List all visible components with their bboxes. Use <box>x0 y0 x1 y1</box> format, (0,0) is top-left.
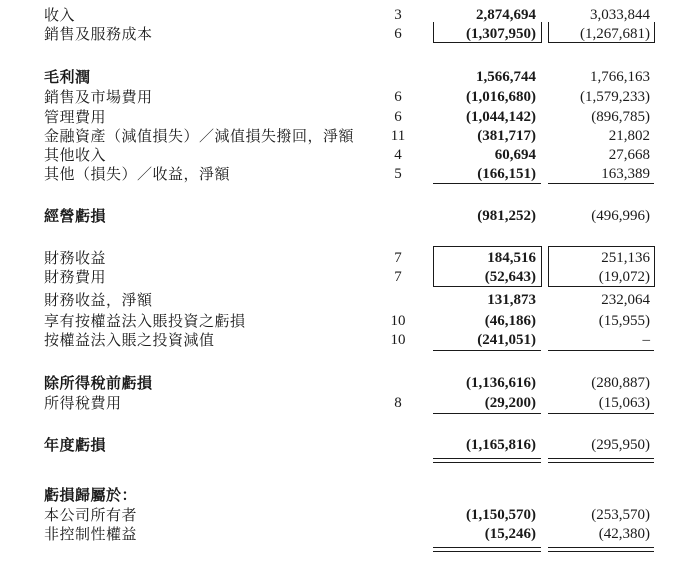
note-ref: 6 <box>394 109 402 125</box>
prior-year-value: – <box>642 332 650 348</box>
note-ref: 11 <box>390 128 406 144</box>
row-impairment-financial-assets <box>0 126 682 146</box>
row-loss-attributable-heading <box>0 485 682 505</box>
current-year-value: (381,717) <box>477 128 536 144</box>
note-ref: 6 <box>394 89 402 105</box>
prior-year-value: (280,887) <box>591 375 650 391</box>
prior-year-value: (15,955) <box>598 313 650 329</box>
underline-prior <box>548 183 654 184</box>
underline-current <box>433 413 541 414</box>
note-ref: 6 <box>394 26 402 42</box>
current-year-value: (15,246) <box>484 526 536 542</box>
double-underline-current-2 <box>433 551 541 552</box>
note-ref: 5 <box>394 166 402 182</box>
row-label: 銷售及服務成本 <box>44 25 153 43</box>
row-impairment-investments <box>0 330 682 350</box>
row-label: 毛利潤 <box>44 68 91 86</box>
current-year-value: (241,051) <box>477 332 536 348</box>
row-label: 金融資產（減值損失）／減值損失撥回，淨額 <box>44 127 355 145</box>
note-ref: 3 <box>394 7 402 23</box>
prior-year-value: 27,668 <box>608 147 650 163</box>
double-underline-prior-1 <box>548 547 654 548</box>
prior-year-value: (896,785) <box>591 109 650 125</box>
prior-year-value: 232,064 <box>601 292 650 308</box>
prior-year-value: 1,766,163 <box>590 69 650 85</box>
prior-year-value: (1,267,681) <box>580 26 650 42</box>
note-ref: 8 <box>394 395 402 411</box>
current-year-value: (1,165,816) <box>466 437 536 453</box>
prior-year-value: (295,950) <box>591 437 650 453</box>
prior-year-value: 21,802 <box>608 128 650 144</box>
underline-prior <box>548 413 654 414</box>
double-underline-current-2 <box>433 462 541 463</box>
current-year-value: 2,874,694 <box>476 7 536 23</box>
row-label: 財務收益，淨額 <box>44 291 153 309</box>
row-label: 收入 <box>44 6 76 24</box>
double-underline-current-1 <box>433 458 541 459</box>
double-underline-prior-2 <box>548 462 654 463</box>
row-share-of-losses <box>0 311 682 331</box>
row-label: 財務收益 <box>44 249 107 267</box>
current-year-value: (166,151) <box>477 166 536 182</box>
note-ref: 10 <box>390 313 406 329</box>
row-label: 財務費用 <box>44 268 107 286</box>
row-label: 享有按權益法入賬投資之虧損 <box>44 312 246 330</box>
row-label: 按權益法入賬之投資減值 <box>44 331 215 349</box>
row-loss-for-year <box>0 435 682 455</box>
underline-current <box>433 183 541 184</box>
prior-year-value: (42,380) <box>598 526 650 542</box>
current-year-value: 1,566,744 <box>476 69 536 85</box>
prior-year-value: (496,996) <box>591 208 650 224</box>
row-finance-income-net <box>0 290 682 310</box>
row-label: 經營虧損 <box>44 207 107 225</box>
row-label: 非控制性權益 <box>44 525 138 543</box>
note-ref: 10 <box>390 332 406 348</box>
prior-year-value: (1,579,233) <box>580 89 650 105</box>
prior-year-value: (253,570) <box>591 507 650 523</box>
row-selling-marketing <box>0 87 682 107</box>
double-underline-current-1 <box>433 547 541 548</box>
current-year-value: (1,307,950) <box>466 26 536 42</box>
current-year-value: 60,694 <box>494 147 536 163</box>
row-admin-expenses <box>0 107 682 127</box>
row-label: 其他收入 <box>44 146 107 164</box>
current-year-value: (1,016,680) <box>466 89 536 105</box>
row-label: 虧損歸屬於： <box>44 486 138 504</box>
current-year-value: 131,873 <box>487 292 536 308</box>
row-other-income <box>0 145 682 165</box>
double-underline-prior-2 <box>548 551 654 552</box>
row-label: 其他（損失）／收益，淨額 <box>44 165 231 183</box>
row-gross-profit <box>0 67 682 87</box>
current-year-value: (981,252) <box>477 208 536 224</box>
prior-year-value: 251,136 <box>601 250 650 266</box>
row-label: 管理費用 <box>44 108 107 126</box>
current-year-value: (29,200) <box>484 395 536 411</box>
current-year-value: (1,044,142) <box>466 109 536 125</box>
note-ref: 7 <box>394 269 402 285</box>
prior-year-value: 163,389 <box>601 166 650 182</box>
row-income-tax <box>0 393 682 413</box>
row-label: 本公司所有者 <box>44 506 138 524</box>
current-year-value: 184,516 <box>487 250 536 266</box>
cost-of-sales-box-current <box>433 22 542 43</box>
prior-year-value: (15,063) <box>598 395 650 411</box>
prior-year-value: (19,072) <box>598 269 650 285</box>
current-year-value: (46,186) <box>484 313 536 329</box>
row-finance-income <box>0 248 682 268</box>
row-operating-loss <box>0 206 682 226</box>
double-underline-prior-1 <box>548 458 654 459</box>
row-label: 銷售及市場費用 <box>44 88 153 106</box>
note-ref: 4 <box>394 147 402 163</box>
row-label: 除所得稅前虧損 <box>44 374 153 392</box>
cost-of-sales-box-prior <box>548 22 655 43</box>
row-owners-of-company <box>0 505 682 525</box>
row-label: 所得稅費用 <box>44 394 122 412</box>
note-ref: 7 <box>394 250 402 266</box>
row-label: 年度虧損 <box>44 436 107 454</box>
row-loss-before-tax <box>0 373 682 393</box>
prior-year-value: 3,033,844 <box>590 7 650 23</box>
current-year-value: (1,136,616) <box>466 375 536 391</box>
row-other-gains-losses <box>0 164 682 184</box>
underline-prior <box>548 350 654 351</box>
current-year-value: (1,150,570) <box>466 507 536 523</box>
row-non-controlling-interests <box>0 524 682 544</box>
current-year-value: (52,643) <box>484 269 536 285</box>
underline-current <box>433 350 541 351</box>
row-finance-costs <box>0 267 682 287</box>
